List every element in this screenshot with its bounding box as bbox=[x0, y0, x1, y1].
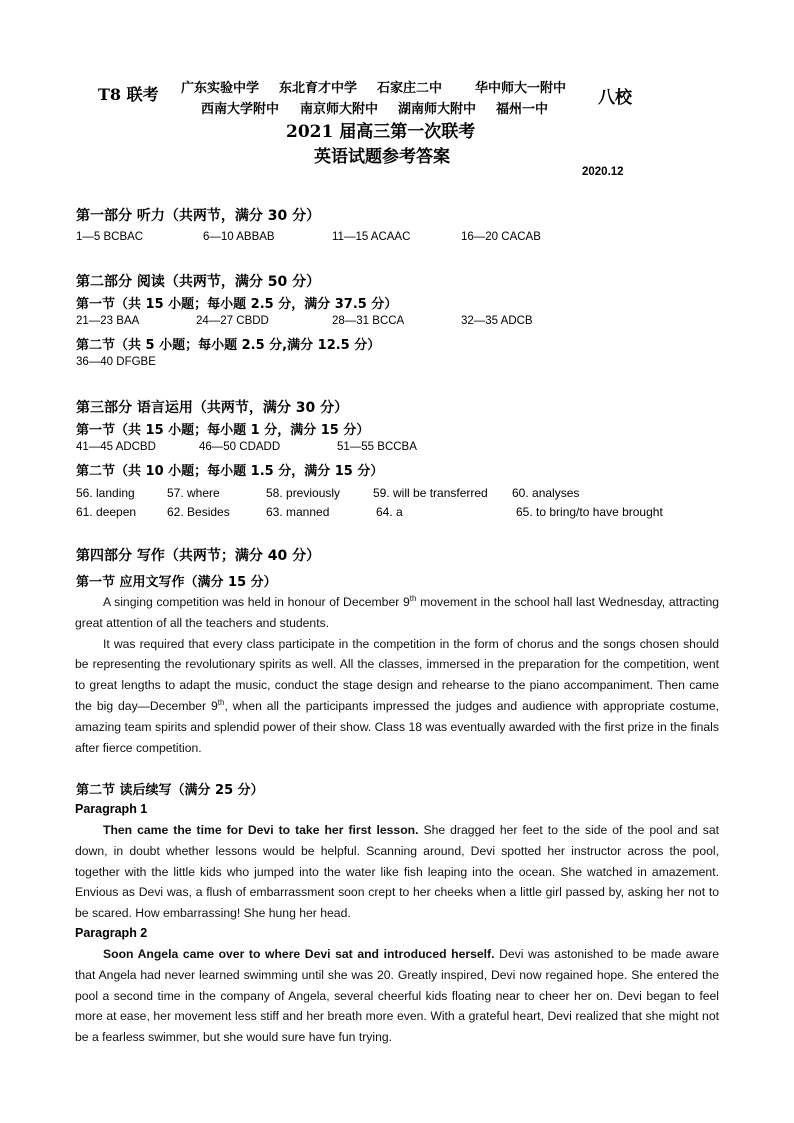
document-subtitle: 英语试题参考答案 bbox=[314, 147, 450, 167]
part3-section2-heading: 第二节（共 10 小题；每小题 1.5 分，满分 15 分） bbox=[76, 464, 384, 479]
answer-group: 24—27 CBDD bbox=[196, 315, 269, 327]
part2-section1-heading: 第一节（共 15 小题；每小题 2.5 分，满分 37.5 分） bbox=[76, 297, 398, 312]
answer-group: 6—10 ABBAB bbox=[203, 231, 275, 243]
part2-heading: 第二部分 阅读（共两节，满分 50 分） bbox=[76, 274, 321, 290]
school-name: 华中师大一附中 bbox=[475, 81, 567, 96]
paragraph2-label: Paragraph 2 bbox=[75, 926, 148, 940]
paragraph2-lead: Soon Angela came over to where Devi sat and introduced herself. bbox=[103, 947, 495, 961]
document-date: 2020.12 bbox=[582, 166, 624, 178]
part3-section2-row1 bbox=[76, 486, 736, 502]
part4-section2-heading: 第二节 读后续写（满分 25 分） bbox=[76, 783, 264, 798]
fill-answer: 61. deepen bbox=[76, 505, 137, 519]
fill-answer: 57. where bbox=[167, 486, 220, 500]
fill-answer: 62. Besides bbox=[167, 505, 230, 519]
part3-section1-answers bbox=[76, 441, 726, 457]
continuation-paragraph1: Then came the time for Devi to take her first lesson. She dragged her feet to the side of the pool and sat down, in doubt whether lessons would be helpful. Scanning around, Devi spotted her instructor across the pool, together with the little kids who jumped into the water like fish leaping into the ocean. She watched in amazement. Envious as Devi was, a flush of embarrassment soon crept to her cheeks when a little girl passed by, asking her not to be scared. How embarrassing! She hung her head. bbox=[75, 823, 719, 921]
school-name: 广东实验中学 bbox=[181, 81, 260, 96]
school-name: 西南大学附中 bbox=[201, 102, 280, 117]
fill-answer: 58. previously bbox=[266, 486, 341, 500]
answer-group: 1—5 BCBAC bbox=[76, 231, 144, 243]
part2-section2-answers bbox=[76, 356, 726, 372]
fill-answer: 59. will be transferred bbox=[373, 486, 488, 500]
part1-answers bbox=[76, 231, 726, 247]
part3-section1-heading: 第一节（共 15 小题；每小题 1 分，满分 15 分） bbox=[76, 423, 370, 438]
school-name: 石家庄二中 bbox=[377, 81, 443, 96]
fill-answer: 60. analyses bbox=[512, 486, 580, 500]
fill-answer: 63. manned bbox=[266, 505, 330, 519]
part4-heading: 第四部分 写作（共两节；满分 40 分） bbox=[76, 548, 321, 564]
school-name: 南京师大附中 bbox=[300, 102, 379, 117]
answer-group: 41—45 ADCBD bbox=[76, 441, 156, 453]
exam-series-label: T8 联考 bbox=[98, 85, 159, 104]
document-title: 2021 届高三第一次联考 bbox=[286, 122, 476, 142]
answer-group: 16—20 CACAB bbox=[461, 231, 541, 243]
essay-paragraph: A singing competition was held in honour of December 9th movement in the school hall last Wednesday, attracting great attention of all the teachers and students. bbox=[75, 593, 719, 630]
fill-answer: 65. to bring/to have brought bbox=[516, 505, 663, 519]
answer-group: 36—40 DFGBE bbox=[76, 356, 156, 368]
fill-answer: 64. a bbox=[376, 505, 403, 519]
part3-section2-row2 bbox=[76, 505, 736, 521]
answer-group: 51—55 BCCBA bbox=[337, 441, 417, 453]
answer-group: 28—31 BCCA bbox=[332, 315, 405, 327]
school-name: 福州一中 bbox=[496, 102, 549, 117]
continuation-paragraph2: Soon Angela came over to where Devi sat and introduced herself. Devi was astonished to be made aware that Angela had never learned swimming until she was 20. Greatly inspired, Devi now regained hope. She entered the pool a second time in the company of Angela, several cheerful kids floating near to cheer her on. Devi began to feel more at ease, her movement less stiff and her breath more even. With a grateful heart, Devi realized that she might not be a fearless swimmer, but she would sure have fun trying. bbox=[75, 947, 720, 1045]
eight-schools-label: 八校 bbox=[598, 88, 632, 108]
answer-group: 46—50 CDADD bbox=[199, 441, 281, 453]
part2-section2-heading: 第二节（共 5 小题；每小题 2.5 分,满分 12.5 分） bbox=[76, 338, 381, 353]
school-name: 湖南师大附中 bbox=[398, 102, 477, 117]
part1-heading: 第一部分 听力（共两节，满分 30 分） bbox=[76, 208, 321, 224]
answer-group: 11—15 ACAAC bbox=[332, 231, 411, 243]
writing-section1-text bbox=[75, 592, 719, 758]
part3-heading: 第三部分 语言运用（共两节，满分 30 分） bbox=[76, 400, 349, 416]
fill-answer: 56. landing bbox=[76, 486, 135, 500]
paragraph1-label: Paragraph 1 bbox=[75, 802, 148, 816]
answer-group: 21—23 BAA bbox=[76, 315, 140, 327]
essay-paragraph: It was required that every class participate in the competition in the form of chorus and the songs chosen should be representing the revolutionary spirits as well. All the classes, immersed in the preparation for the competition, went to great lengths to adapt the music, conduct the stage design and rehearse to the piano accompaniment. Then came the big day—December 9th, when all the participants impressed the judges and audience with appropriate costume, amazing team spirits and splendid power of their show. Class 18 was eventually awarded with the first prize in the finals after fierce competition. bbox=[75, 636, 719, 755]
part4-section1-heading: 第一节 应用文写作（满分 15 分） bbox=[76, 575, 277, 590]
answer-group: 32—35 ADCB bbox=[461, 315, 533, 327]
part2-section1-answers bbox=[76, 315, 726, 331]
school-name: 东北育才中学 bbox=[279, 81, 358, 96]
paragraph1-lead: Then came the time for Devi to take her first lesson. bbox=[103, 823, 419, 837]
